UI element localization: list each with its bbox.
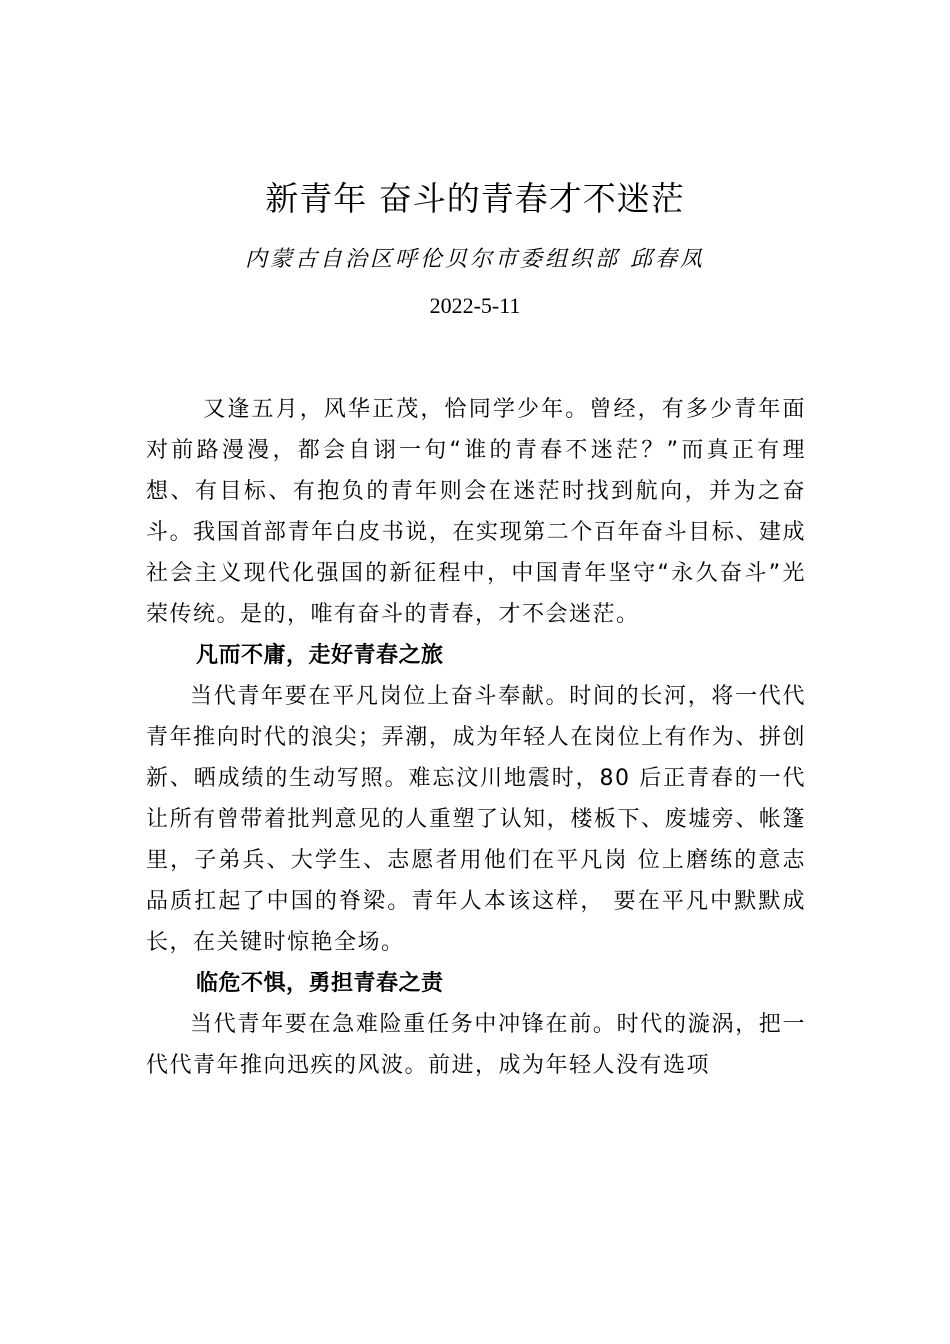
document-author: 内蒙古自治区呼伦贝尔市委组织部 邱春凤 bbox=[245, 247, 705, 272]
section-paragraph-2: 当代青年要在急难险重任务中冲锋在前。时代的漩涡，把一代代青年推向迅疾的风波。前进，成为年轻人没有选项 bbox=[146, 1012, 806, 1078]
section-paragraph-1: 当代青年要在平凡岗位上奋斗奉献。时间的长河，将一代代青年推向时代的浪尖；弄潮，成为年轻人在岗位上有作为、拼创新、晒成绩的生动写照。难忘汶川地震时，80 后正青春的一代让所有曾带着批判意见的人重塑了认知，楼板下、废墟旁、帐篷里，子弟兵、大学生、志愿者用他们在平凡岗 位上磨练的意志品质扛起了中国的脊梁。青年人本该这样， 要在平凡中默默成长，在关键时惊艳全场。 bbox=[146, 684, 806, 955]
section-heading-1: 凡而不庸，走好青春之旅 bbox=[196, 643, 444, 668]
document-body bbox=[146, 389, 806, 1086]
document-title: 新青年 奋斗的青春才不迷茫 bbox=[265, 179, 685, 218]
document-date: 2022-5-11 bbox=[429, 293, 521, 318]
section-heading-2: 临危不惧，勇担青春之责 bbox=[196, 971, 444, 996]
intro-paragraph: 又逢五月，风华正茂，恰同学少年。曾经，有多少青年面对前路漫漫，都会自诩一句“谁的青春不迷茫？”而真正有理想、有目标、有抱负的青年则会在迷茫时找到航向，并为之奋斗。我国首部青年白皮书说，在实现第二个百年奋斗目标、建成社会主义现代化强国的新征程中，中国青年坚守“永久奋斗”光荣传统。是的，唯有奋斗的青春，才不会迷茫。 bbox=[146, 397, 806, 627]
